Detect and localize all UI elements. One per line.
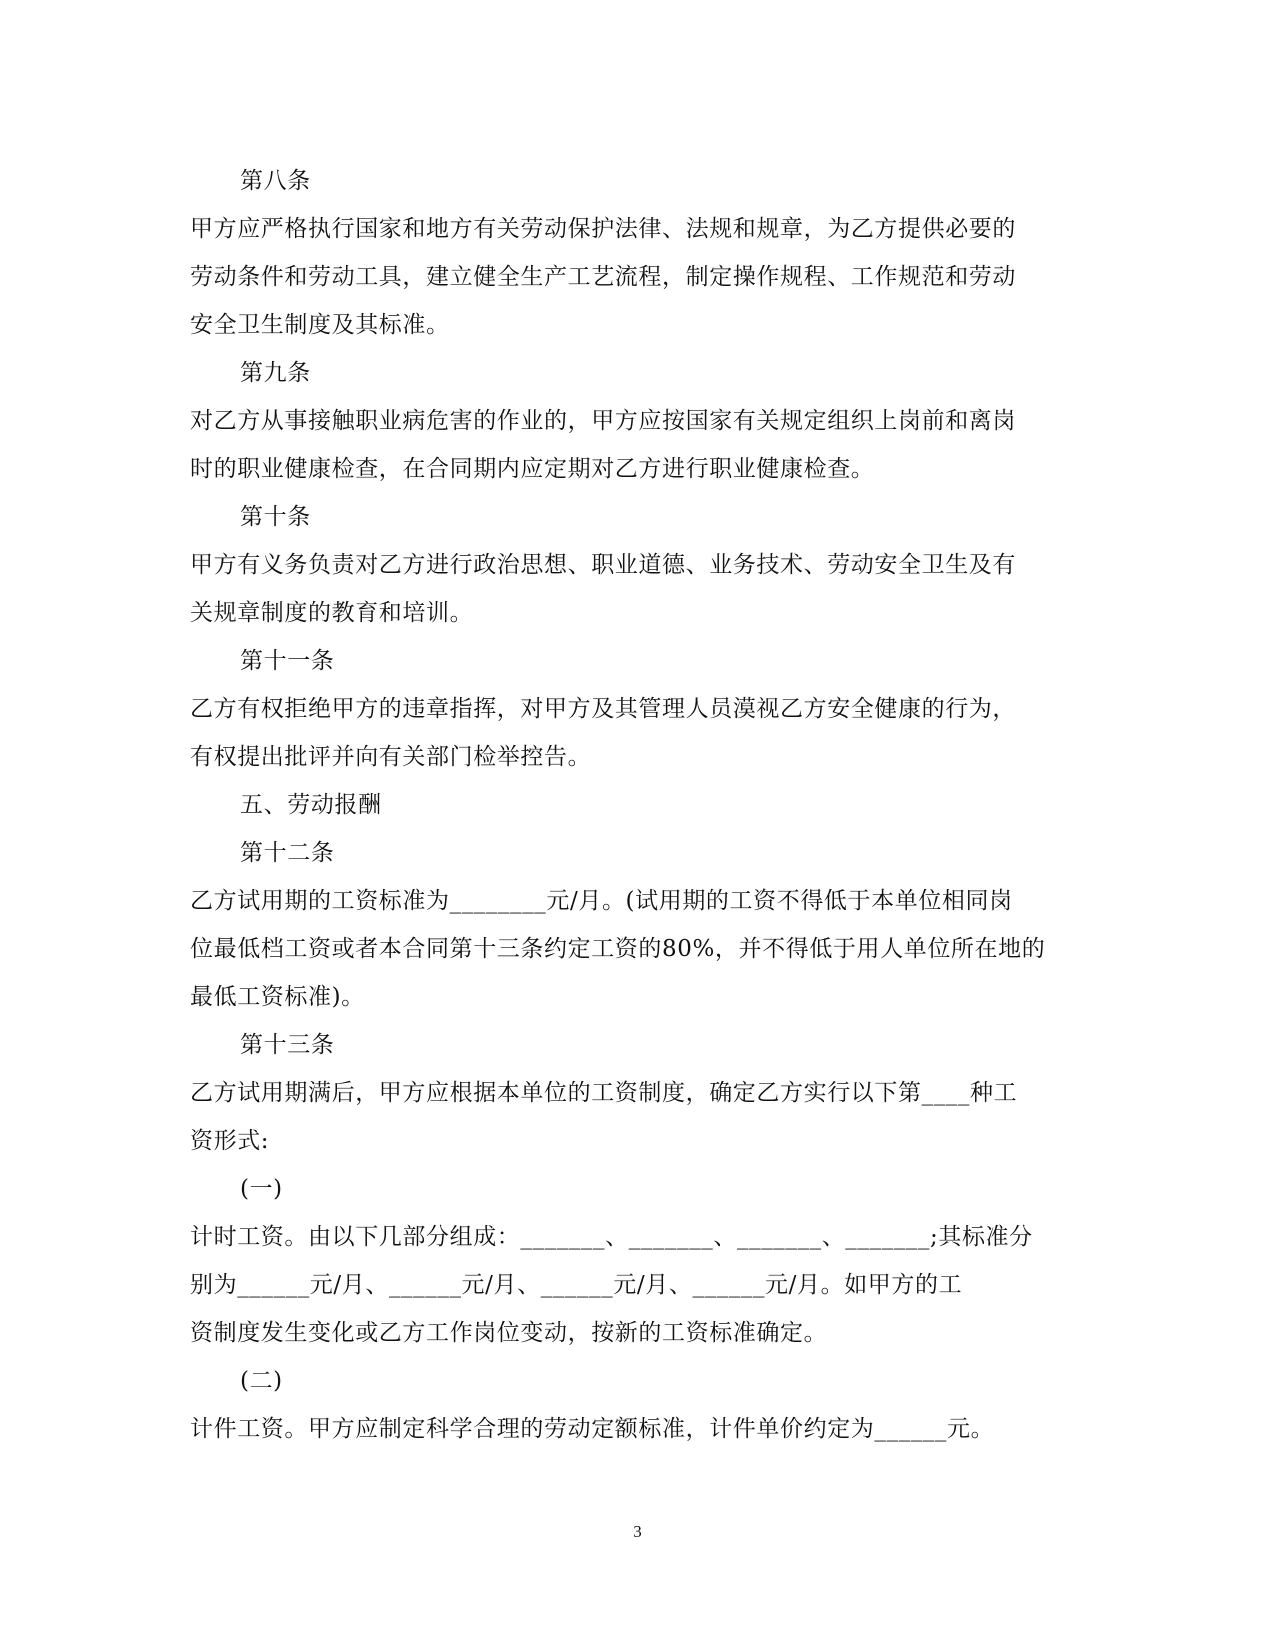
item-heading: (一) <box>240 1176 283 1202</box>
paragraph-line: 关规章制度的教育和培训。 <box>190 600 474 626</box>
paragraph-line: 劳动条件和劳动工具，建立健全生产工艺流程，制定操作规程、工作规范和劳动 <box>190 264 1016 290</box>
section-heading: 五、劳动报酬 <box>240 792 382 818</box>
paragraph-line: 资制度发生变化或乙方工作岗位变动，按新的工资标准确定。 <box>190 1320 828 1346</box>
article-heading: 第九条 <box>240 360 311 386</box>
paragraph-line: 别为______元/月、______元/月、______元/月、______元/月。如甲方的工 <box>190 1272 963 1298</box>
article-heading: 第十二条 <box>240 840 335 866</box>
paragraph-line: 时的职业健康检查，在合同期内应定期对乙方进行职业健康检查。 <box>190 456 875 482</box>
paragraph-line: 甲方应严格执行国家和地方有关劳动保护法律、法规和规章，为乙方提供必要的 <box>190 216 1016 242</box>
page-number: 3 <box>633 1522 642 1541</box>
paragraph-line: 安全卫生制度及其标准。 <box>190 312 450 338</box>
article-heading: 第十三条 <box>240 1032 335 1058</box>
paragraph-line: 有权提出批评并向有关部门检举控告。 <box>190 744 592 770</box>
paragraph-line: 乙方有权拒绝甲方的违章指挥，对甲方及其管理人员漠视乙方安全健康的行为， <box>190 696 1016 722</box>
paragraph-line: 位最低档工资或者本合同第十三条约定工资的80%，并不得低于用人单位所在地的 <box>190 936 1046 962</box>
paragraph-line: 乙方试用期满后，甲方应根据本单位的工资制度，确定乙方实行以下第____种工 <box>190 1080 1018 1106</box>
paragraph-line: 计件工资。甲方应制定科学合理的劳动定额标准，计件单价约定为______元。 <box>190 1416 995 1442</box>
article-heading: 第十一条 <box>240 648 335 674</box>
paragraph-line: 甲方有义务负责对乙方进行政治思想、职业道德、业务技术、劳动安全卫生及有 <box>190 552 1016 578</box>
article-heading: 第十条 <box>240 504 311 530</box>
paragraph-line: 资形式: <box>190 1128 270 1154</box>
document-body <box>190 157 1090 1453</box>
article-heading: 第八条 <box>240 168 311 194</box>
paragraph-line: 计时工资。由以下几部分组成：_______、_______、_______、_______;其标准分 <box>190 1224 1033 1250</box>
item-heading: (二) <box>240 1368 283 1394</box>
paragraph-line: 对乙方从事接触职业病危害的作业的，甲方应按国家有关规定组织上岗前和离岗 <box>190 408 1016 434</box>
paragraph-line: 乙方试用期的工资标准为________元/月。(试用期的工资不得低于本单位相同岗 <box>190 888 1013 914</box>
paragraph-line: 最低工资标准)。 <box>190 984 365 1010</box>
